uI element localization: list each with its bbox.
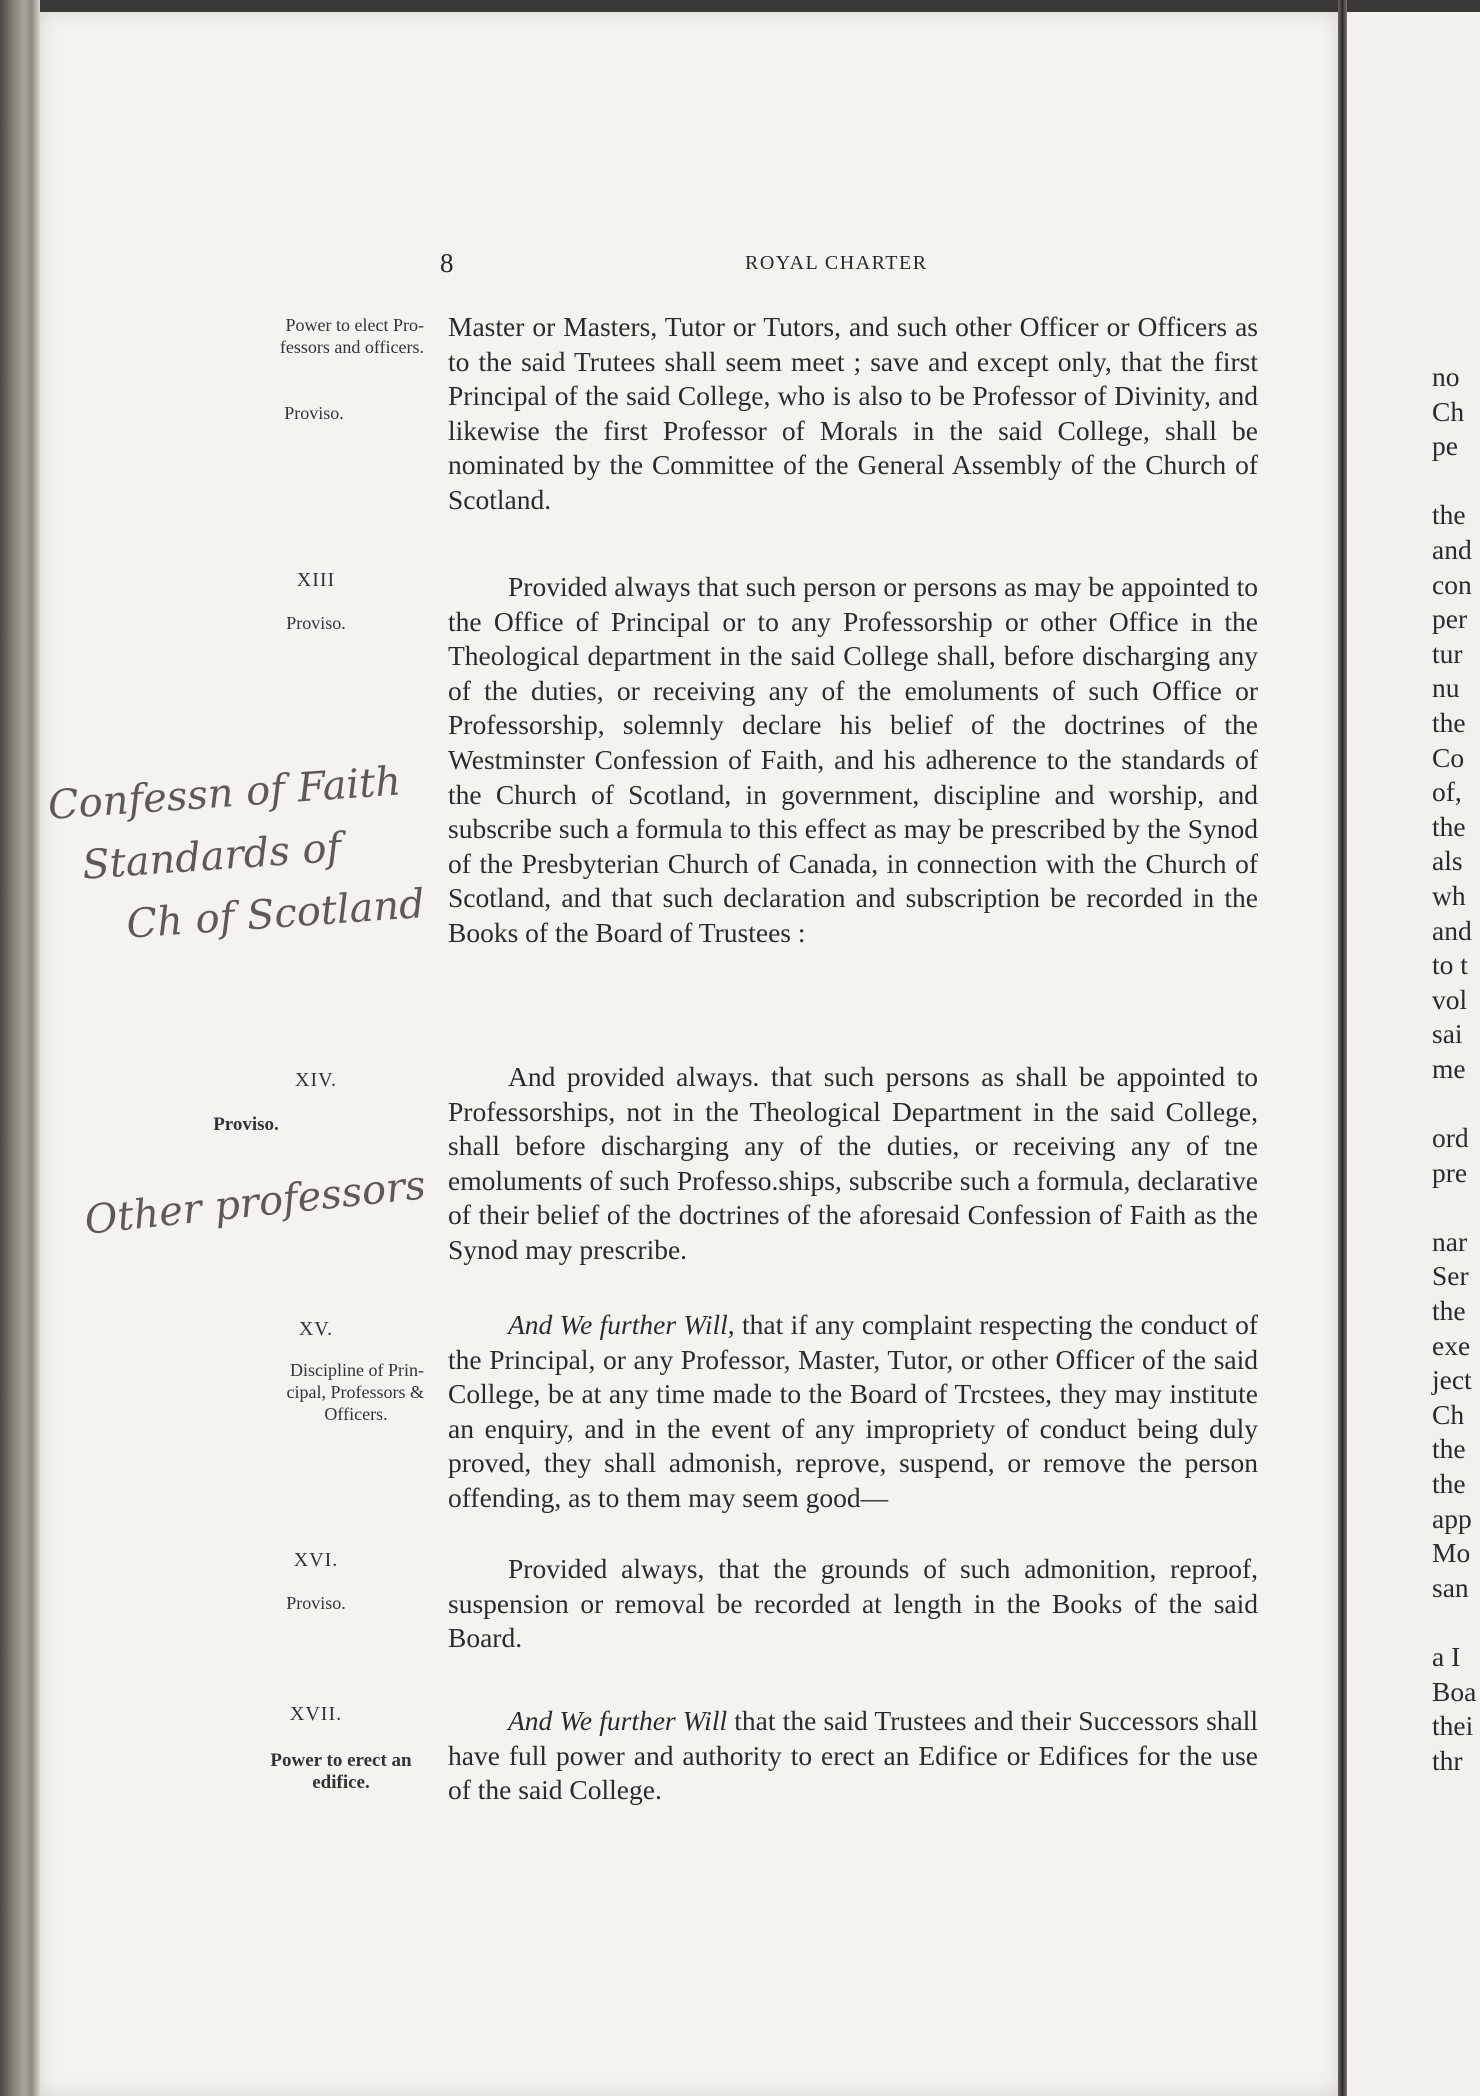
facing-page-line: the xyxy=(1432,1295,1466,1327)
facing-page-line: the xyxy=(1432,706,1466,738)
facing-page-line: nar xyxy=(1432,1225,1468,1257)
facing-page-line: per xyxy=(1432,603,1468,635)
facing-page-line: Mo xyxy=(1432,1537,1471,1569)
facing-page-line: tur xyxy=(1432,637,1463,669)
facing-page-line: and xyxy=(1432,914,1472,946)
facing-page-line: Boa xyxy=(1432,1675,1477,1707)
marginal-note-power-to-erect: Power to erect an edifice. xyxy=(270,1750,412,1793)
paragraph: Provided always that such person or persons as may be appointed to the Office of Principal or to any Professorship or other Office in the Theological department in the said College shall, before discharging any of the duties, or receiving any of the emoluments of such Office or Professorship, solemnly declare his belief of the doctrines of the Westminster Confession of Faith, and his adherence to the standards of the Church of Scotland, in government, discipline and worship, and subscribe such a formula to this effect as may be prescribed by the Synod of the Presbyterian Church of Canada, in connection with the Church of Scotland, and that such declaration and subscription be recorded in the Books of the Board of Trustees : xyxy=(448,571,1258,948)
facing-page-line: app xyxy=(1432,1502,1472,1534)
paragraph: And We further Will that the said Trustees and their Successors shall have full power and authority to erect an Edifice or Edifices for the use of the said College. xyxy=(448,1705,1259,1806)
facing-page-line: Ch xyxy=(1432,395,1465,427)
paragraph: And provided always. that such persons as shall be appointed to Professorships, not in the Theological Department in the said College, shall before discharging any of the duties, or receiving any of tne emoluments of such Professo.ships, subscribe such a formula, declarative of their belief of the doctrines of the aforesaid Confession of Faith as the Synod may prescribe. xyxy=(448,1061,1258,1265)
scan-border xyxy=(0,0,1480,12)
page-gutter xyxy=(1338,0,1347,2096)
facing-page-line: pre xyxy=(1432,1156,1468,1188)
paragraph: Provided always, that the grounds of such admonition, reproof, suspension or removal be recorded at length in the Books of the said Board. xyxy=(448,1553,1258,1654)
italic-lead: And We further Will, xyxy=(508,1309,735,1340)
marginal-proviso: Proviso. xyxy=(286,1593,346,1613)
facing-page-line: vol xyxy=(1432,983,1468,1015)
running-head-title: ROYAL CHARTER xyxy=(745,252,928,274)
section-number-xiv: XIV. xyxy=(295,1069,337,1091)
facing-page-line xyxy=(1432,1605,1480,1640)
page-number: 8 xyxy=(440,248,454,278)
facing-page-line: the xyxy=(1432,499,1466,531)
facing-page-line: Ch xyxy=(1432,1398,1465,1430)
facing-page-line xyxy=(1432,464,1480,499)
facing-page-line: Ser xyxy=(1432,1260,1469,1292)
section-number-xvi: XVI. xyxy=(293,1549,339,1571)
section-number-xvii: XVII. xyxy=(289,1703,343,1725)
paragraph: Master or Masters, Tutor or Tutors, and such other Officer or Officers as to the said Trutees shall seem meet ; save and except only, that the first Principal of the said College, who is also to be Professor of Divinity, and likewise the first Professor of Morals in the said College, shall be nominated by the Committee of the General Assembly of the Church of Scotland. xyxy=(448,311,1258,515)
facing-page-text xyxy=(1432,360,1480,1778)
facing-page-line: san xyxy=(1432,1571,1469,1603)
facing-page-line: thei xyxy=(1432,1710,1474,1742)
facing-page-line xyxy=(1432,1190,1480,1225)
handwritten-annotation: Other professors xyxy=(82,1162,428,1244)
facing-page-line: a I xyxy=(1432,1640,1461,1672)
facing-page-line: Co xyxy=(1432,741,1465,773)
facing-page-line: nu xyxy=(1432,672,1460,704)
facing-page-line: to t xyxy=(1432,949,1468,981)
facing-page-line: of, xyxy=(1432,776,1462,808)
running-head xyxy=(440,248,1000,278)
marginal-proviso: Proviso. xyxy=(286,613,346,633)
facing-page-line: me xyxy=(1432,1052,1466,1084)
facing-page-line: ject xyxy=(1432,1364,1472,1396)
facing-page-line: the xyxy=(1432,810,1466,842)
marginal-proviso: Proviso. xyxy=(284,403,344,423)
paragraph: And We further Will, that if any complaint respecting the conduct of the Principal, or any Professor, Master, Tutor, or other Officer of the said College, be at any time made to the Board of Trcstees, they may institute an enquiry, and in the event of any impropriety of conduct being duly proved, they shall admonish, reprove, suspend, or remove the person offending, as to them may seem good— xyxy=(448,1309,1258,1513)
section-number-xv: XV. xyxy=(298,1318,334,1340)
facing-page-line: exe xyxy=(1432,1329,1471,1361)
handwritten-annotation: Confessn of Faith Standards of Ch of Scotland xyxy=(46,758,427,948)
facing-page-line: the xyxy=(1432,1433,1466,1465)
facing-page-line: als xyxy=(1432,845,1463,877)
facing-page-line: no xyxy=(1432,361,1460,392)
book-binding-edge xyxy=(0,0,40,2096)
facing-page-line: wh xyxy=(1432,879,1466,911)
italic-lead: And We further Will xyxy=(508,1705,728,1736)
facing-page-line: pe xyxy=(1432,430,1458,462)
facing-page-line: thr xyxy=(1432,1744,1463,1776)
section-number-xiii: XIII xyxy=(296,569,336,591)
facing-page-line: ord xyxy=(1432,1122,1469,1154)
facing-page-line: con xyxy=(1432,568,1472,600)
marginal-note-discipline: Discipline of Prin- cipal, Professors & Officers. xyxy=(286,1360,424,1424)
marginal-note-power-to-elect: Power to elect Pro- fessors and officers. xyxy=(279,315,424,357)
facing-page-line: sai xyxy=(1432,1018,1463,1050)
facing-page-line: the xyxy=(1432,1468,1466,1499)
facing-page-line: and xyxy=(1432,533,1472,565)
marginal-proviso: Proviso. xyxy=(213,1114,279,1135)
facing-page-line xyxy=(1432,1086,1480,1121)
